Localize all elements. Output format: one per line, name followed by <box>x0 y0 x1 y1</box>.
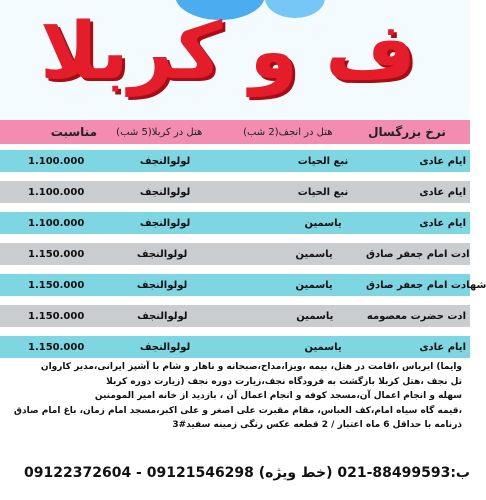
cell-price: 1.150.000 <box>28 248 85 260</box>
cell-price: 1.100.000 <box>28 155 85 167</box>
cell-karbala-hotel: یاسمین <box>295 248 333 260</box>
note-line: تل نجف ،هتل کربلا بازگشت به فرودگاه نجف،زیارت دوره نجف (زیارت دوره کربلا <box>106 376 462 387</box>
cell-najaf-hotel: لولوالنجف <box>136 248 188 260</box>
header-price: نرخ بزرگسال <box>368 125 446 139</box>
cell-occasion: ادت حضرت معصومه <box>366 310 466 322</box>
cell-najaf-hotel: لولوالنجف <box>139 341 191 353</box>
cell-occasion: ایام عادی <box>419 341 466 353</box>
note-line: ،قیمه گاه سیاه امام،کف العباس، مقام مقبرت علی اصغر و علی اکبر،مسجد امام زمان، باغ امام صادق <box>13 405 462 416</box>
cell-najaf-hotel: لولوالنجف <box>139 155 191 167</box>
cell-price: 1.100.000 <box>28 217 85 229</box>
cell-karbala-hotel: یاسمین <box>295 279 333 291</box>
cell-karbala-hotel: یاسمین <box>296 310 334 322</box>
cell-najaf-hotel: لولوالنجف <box>139 186 191 198</box>
header-karbala-hotel: هتل در کربلا(5 شب) <box>116 126 203 138</box>
cell-occasion: ادت امام جعفر صادق <box>366 248 470 260</box>
cell-price: 1.150.000 <box>28 279 85 291</box>
brand-title: ف و کربلا <box>40 7 416 97</box>
table-row <box>0 336 470 358</box>
table-row <box>0 274 486 296</box>
cell-najaf-hotel: لولوالنجف <box>136 279 188 291</box>
cell-occasion: ایام عادی <box>419 155 466 167</box>
cell-karbala-hotel: نبع الحیات <box>297 155 349 167</box>
cell-karbala-hotel: یاسمین <box>304 217 342 229</box>
note-line: وایما) ایرباس ،اقامت در هتل، بیمه ،ویزا،مداح،صبحانه و ناهار و شام با آشپز ایرانی،مدیر کاروان <box>40 362 462 372</box>
table-row <box>0 212 470 234</box>
cell-price: 1.150.000 <box>28 341 85 353</box>
table-row <box>0 150 470 172</box>
tour-notes <box>7 360 462 433</box>
cell-najaf-hotel: لولوالنجف <box>137 310 188 322</box>
cell-karbala-hotel: نبع الحیات <box>297 186 349 198</box>
banner <box>0 0 470 118</box>
cell-najaf-hotel: لولوالنجف <box>139 217 191 229</box>
cell-occasion: ایام عادی <box>419 217 466 229</box>
cell-price: 1.150.000 <box>28 310 85 322</box>
cell-karbala-hotel: یاسمین <box>304 341 342 353</box>
cell-price: 1.100.000 <box>28 186 85 198</box>
table-row <box>0 305 470 327</box>
table-row <box>0 181 470 203</box>
price-table <box>0 150 486 367</box>
note-line: سهله و انجام اعمال آن،مسجد کوفه و انجام اعمال آن ، بازدید از خانه امیر المومنین <box>94 391 462 401</box>
cell-occasion: شهادت امام جعفر صادق <box>366 279 486 291</box>
table-header <box>0 120 470 144</box>
header-najaf-hotel: هتل در انجف(2 شب) <box>243 126 333 138</box>
header-occasion: مناسبت <box>50 125 98 139</box>
contact-phones: ب:88499593-021 (خط ویژه) 09121546298 - 09122372604 <box>24 465 470 481</box>
table-row <box>0 243 470 265</box>
note-line: ذرنامه با حداقل 6 ماه اعتبار / 2 قطعه عکس رنگی زمینه سفید#3 <box>172 420 462 430</box>
cell-occasion: ایام عادی <box>419 186 466 198</box>
